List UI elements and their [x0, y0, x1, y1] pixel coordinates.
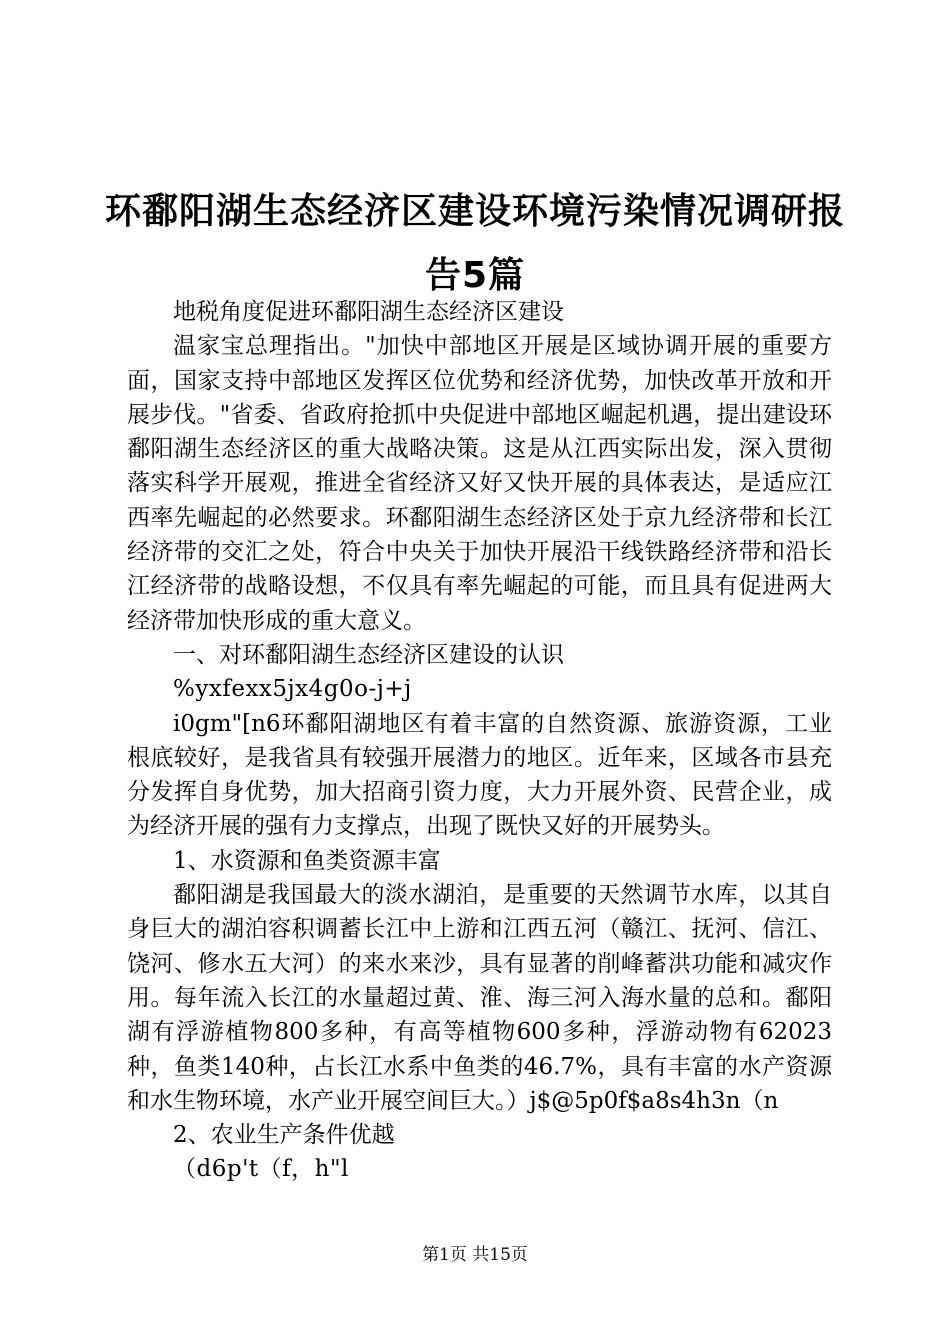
paragraph-subtitle: 地税角度促进环鄱阳湖生态经济区建设 — [173, 299, 564, 325]
document-body — [127, 295, 832, 1187]
paragraph-resources: i0gm"[n6环鄱阳湖地区有着丰富的自然资源、旅游资源，工业根底较好，是我省具有较强开展潜力的地区。近年来，区域各市县充分发挥自身优势，加大招商引资力度，大力开展外资、民营企业，成为经济开展的强有力支撑点，出现了既快又好的开展势头。 — [127, 710, 832, 840]
page-footer: 第1页 共15页 — [422, 1245, 528, 1265]
section-heading-1: 一、对环鄱阳湖生态经济区建设的认识 — [173, 641, 564, 668]
paragraph-poyang-lake: 鄱阳湖是我国最大的淡水湖泊，是重要的天然调节水库，以其自身巨大的湖泊容积调蓄长江中上游和江西五河（赣江、抚河、信江、饶河、修水五大河）的来水来沙，具有显著的削峰蓄洪功能和减灾作用。每年流入长江的水量超过黄、淮、海三河入海水量的总和。鄱阳湖有浮游植物800多种，有高等植物600多种，浮游动物有62023种，鱼类140种，占长江水系中鱼类的46.7%，具有丰富的水产资源和水生物环境，水产业开展空间巨大。）j$@5p0f$a8s4h3n（n — [127, 882, 832, 1114]
subheading-water-resources: 1、水资源和鱼类资源丰富 — [173, 847, 441, 874]
paragraph-noise-tail: （d6p't（f，h"l — [173, 1156, 349, 1183]
subheading-agriculture: 2、农业生产条件优越 — [173, 1122, 395, 1149]
document-title: 环鄱阳湖生态经济区建设环境污染情况调研报告5篇 — [105, 191, 846, 296]
paragraph-intro: 温家宝总理指出。"加快中部地区开展是区域协调开展的重要方面，国家支持中部地区发挥区位优势和经济优势，加快改革开放和开展步伐。"省委、省政府抢抓中央促进中部地区崛起机遇，提出建设环鄱阳湖生态经济区的重大战略决策。这是从江西实际出发，深入贯彻落实科学开展观，推进全省经济又好又快开展的具体表达，是适应江西率先崛起的必然要求。环鄱阳湖生态经济区处于京九经济带和长江经济带的交汇之处，符合中央关于加快开展沿干线铁路经济带和沿长江经济带的战略设想，不仅具有率先崛起的可能，而且具有促进两大经济带加快形成的重大意义。 — [127, 333, 832, 634]
paragraph-noise-code: %yxfexx5jx4g0o-j+j — [173, 676, 412, 703]
